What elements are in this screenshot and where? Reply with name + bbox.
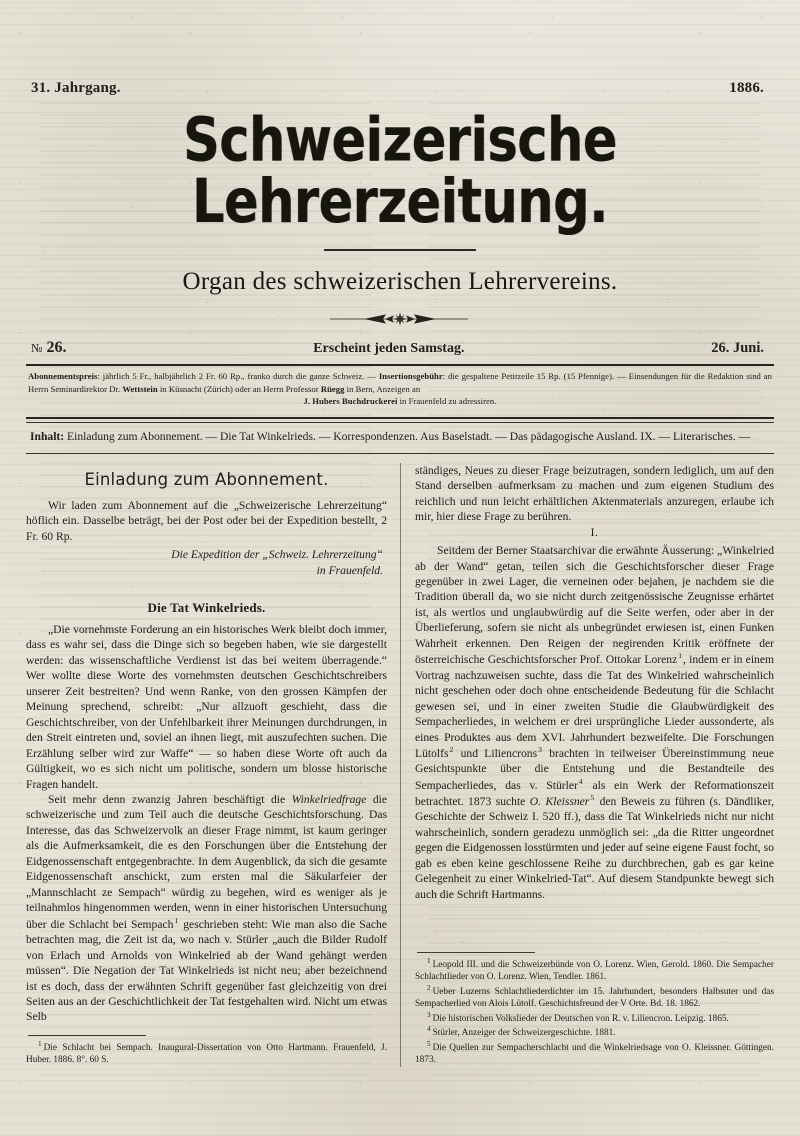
- footnote-text: Stürler, Anzeiger der Schweizergeschichte. 1881.: [432, 1028, 616, 1039]
- contents-bottom-rule: [26, 453, 774, 454]
- para2-part-b: die schweizerische und zum Teil auch die deutsche Geschichtsforschung. Das Interesse, das das Schweizervolk an dieser Frage nimmt, ist kaum geringer als die Aufmerksamkeit, die es den Forschungen über die Entstehung der Eidgenossenschaft entgegenbrachte. In dem Augenblick, da sich die gesamte Eidgenossenschaft anschickt, zum ersten mal die Säkularfeier der „Mannschlacht ze Sempach“ würdig zu begehen, wird es weniger als je teilnahmlos hingenommen werden, wenn in einer historischen Untersuchung über die Schlacht bei Sempach: [26, 793, 387, 931]
- publication-frequency: Erscheint jeden Samstag.: [313, 341, 465, 357]
- masthead-volume-row: [26, 0, 774, 97]
- notice-price-text: : jährlich 5 Fr., halbjährlich 2 Fr. 60 Rp., franko durch die ganze Schweiz. —: [97, 371, 379, 382]
- notice-editor-wettstein: Wettstein: [122, 383, 158, 394]
- article-paragraph-1: „Die vornehmste Forderung an ein historisches Werk bleibt doch immer, dass es wahr sei, dass die Dinge sich so begeben haben, wie sie dargestellt werden: das wissenschaftliche Verdienst ist das bei weitem überragende.“ Wer wollte diese Worte des vornehmsten deutschen Geschichtschreibers unserer Zeit bestreiten? Und wenn Ranke, von den grossen Kämpfen der Meinung sprechend, schreibt: „Nur allzuoft geschieht, dass die Geschichtschreiber, von der Unfehlbarkeit ihrer Meinungen durchdrungen, in den Streit eintreten und, soviel an ihnen liegt, mit auszufechten suchen. Die Erzählung selber wird zur Waffe“ — so haben diese Worte oft auch da Gültigkeit, wo es sich nicht um politische, sondern um blosse historische Fragen handelt.: [26, 622, 387, 791]
- left-section-title: Einladung zum Abonnement.: [84, 469, 329, 489]
- newspaper-subtitle: Organ des schweizerischen Lehrervereins.: [182, 268, 618, 296]
- rpara2-part-d: brachten in teilweiser Übereinstimmung neue Gesichtspunkte über die Entstehung und die Bestandteile des Sempacherliedes, das v. Stürler: [415, 746, 774, 792]
- footnote-marker: 5: [427, 1039, 431, 1048]
- footnote-text: Die Schlacht bei Sempach. Inaugural-Dissertation von Otto Hartmann. Frauenfeld, J. Huber. 1886. 8°. 60 S.: [26, 1043, 387, 1066]
- rpara2-part-a: Seitdem der Berner Staatsarchivar die erwähnte Äusserung: „Winkelried ab der Wand“ getan, teilen sich die Geschichtsforscher dieser Frage gegenüber in zwei Lager, die verneinen oder bejahen, je nachdem sie die Tradition überall da, wo sie nicht durch zeitgenössische Zeugnisse erhärtet ist, als wertlos und unglaubwürdig auf die Seite werfen, oder aber in der Überlieferung, sofern sie nicht als unbegründet erwiesen ist, einen Funken Wahrheit erkennen. Den Reigen der negirenden Kritik eröffnete der österreichische Geschichtsforscher Prof. Ottokar Lorenz: [415, 544, 774, 667]
- footnote-ref-2[interactable]: 2: [449, 744, 454, 754]
- notice-printer-text: in Frauenfeld zu adressiren.: [397, 395, 497, 406]
- right-footnote-box: [415, 942, 774, 1067]
- footnote-item: [415, 1011, 774, 1026]
- signature-line-1: Die Expedition der „Schweiz. Lehrerzeitung“: [171, 548, 383, 562]
- footnote-ref-1[interactable]: 1: [174, 915, 179, 925]
- notice-ad-label: Insertionsgebühr: [378, 371, 443, 382]
- footnote-ref-5[interactable]: 5: [590, 793, 595, 803]
- numero-sign: №: [31, 341, 43, 356]
- footnote-marker: 4: [427, 1025, 431, 1034]
- contents-label: Inhalt:: [30, 430, 65, 444]
- footnote-item: [415, 1040, 774, 1067]
- footnote-ref-4[interactable]: 4: [578, 776, 583, 786]
- subscription-notice: [26, 366, 774, 410]
- subscription-paragraph: Wir laden zum Abonnement auf die „Schweizerische Lehrerzeitung“ höflich ein. Dasselbe beträgt, bei der Post oder bei der Expedition bestellt, 2 Fr. 60 Rp.: [26, 498, 387, 543]
- signature-line-2: in Frauenfeld.: [316, 563, 383, 577]
- footnote-item: [415, 984, 774, 1011]
- footnote-marker: 2: [427, 983, 431, 992]
- left-footnote-list: [26, 1040, 387, 1067]
- left-footnote-rule: [28, 1035, 146, 1036]
- issue-date: 26. Juni.: [711, 340, 764, 357]
- right-footnote-list: [415, 957, 774, 1067]
- notice-price-label: Abonnementspreis: [28, 371, 98, 382]
- footnote-item: [415, 957, 774, 984]
- table-of-contents: [26, 423, 774, 449]
- footnote-text: Leopold III. und die Schweizerbünde von O. Lorenz. Wien, Gerold. 1860. Die Sempacher Schlachtlieder von O. Lorenz. Wien, Tendler. 1861.: [415, 959, 774, 983]
- newspaper-title: Schweizerische Lehrerzeitung.: [183, 106, 617, 238]
- contents-text: Einladung zum Abonnement. — Die Tat Winkelrieds. — Korrespondenzen. Aus Baselstadt. — Das pädagogische Ausland. IX. — Literarisches. —: [64, 430, 751, 444]
- notice-editorial-a: Einsendungen für die Redaktion sind an Herrn Seminardirektor Dr.: [28, 371, 773, 394]
- para2-part-a: Seit mehr denn zwanzig Jahren beschäftigt die: [48, 793, 292, 807]
- double-arrow-rosette-ornament: [330, 310, 470, 328]
- issue-number: [31, 339, 66, 357]
- masthead-issue-row: [26, 339, 774, 357]
- footnote-marker: 1: [38, 1039, 42, 1048]
- rpara2-part-e: als ein Werk der Reformationszeit betrachtet. 1873 suchte: [415, 778, 775, 808]
- right-paragraph-2: [415, 543, 774, 902]
- right-column: [400, 463, 774, 1067]
- footnote-marker: 3: [427, 1010, 431, 1019]
- left-column: [26, 463, 400, 1067]
- notice-editorial-b: in Küsnacht (Zürich) oder an Herrn Professor: [157, 383, 321, 394]
- expedition-signature: [26, 547, 387, 578]
- title-divider-rule: [324, 249, 476, 251]
- rpara2-italic-kleissner: O. Kleissner: [529, 794, 590, 808]
- footnote-marker: 1: [427, 956, 431, 965]
- rpara2-part-b: , indem er in einem Vortrag nachzuweisen suchte, dass die Tat des Winkelried wahrscheinlich nicht geschehen oder doch ohne entscheidende Bedeutung für die Schlacht gewesen sei, und in einer zweiten Studie die Glaubwürdigkeit des Sempacherliedes, in welchem er drei ursprüngliche Lieder aussonderte, als eines Produktes aus dem XVI. Jahrhundert bezweifelte. Die Forschungen Lütolfs: [415, 653, 774, 760]
- volume-label: 31. Jahrgang.: [31, 80, 121, 96]
- article-columns: [26, 463, 774, 1067]
- section-marker-roman: I.: [590, 526, 599, 539]
- right-footnote-rule: [417, 952, 535, 953]
- article-title: Die Tat Winkelrieds.: [147, 599, 266, 615]
- footnote-item: [415, 1025, 774, 1040]
- article-paragraph-2: [26, 792, 387, 1025]
- footnote-text: Die Quellen zur Sempacherschlacht und die Winkelriedsage von O. Kleissner. Göttingen. 1873.: [415, 1043, 774, 1066]
- notice-bottom-rule: [26, 417, 774, 419]
- notice-printer-line: [28, 395, 772, 407]
- issue-number-value: 26.: [46, 339, 67, 357]
- left-footnote-box: [26, 1025, 387, 1067]
- rpara2-part-f: den Beweis zu führen (s. Dändliker, Geschichte der Schweiz I. 520 ff.), dass die Tat Winkelrieds nicht nur nicht wahrscheinlich, sondern geradezu unmöglich sei: „da die Ritter ungeordnet gegen die Eidgenossen losstürmten und jeder auf seine eigene Faust focht, so gab es eben keine geschlossene Reihe zu durchbrechen, gab es gar keine Gelegenheit zu einer Winkelried-Tat“. Auf diesem Standpunkte bewegt sich auch die Schrift Hartmanns.: [415, 794, 774, 901]
- rpara2-part-c: und Liliencrons: [454, 746, 538, 760]
- notice-printer-name: J. Hubers Buchdruckerei: [303, 395, 398, 406]
- para2-italic-winkelriedfrage: Winkelriedfrage: [291, 793, 367, 807]
- footnote-item: [26, 1040, 387, 1067]
- notice-editor-ruegg: Rüegg: [320, 383, 345, 394]
- notice-ad-text: : die gespaltene Petitzeile 15 Rp. (15 Pfennige). —: [442, 371, 626, 382]
- right-paragraph-1: ständiges, Neues zu dieser Frage beizutragen, sondern lediglich, um auf den Stand derselben aufmerksam zu machen und zum eigenen Studium des reichlich und nun leicht erhältlichen Aktenmaterials anzuregen, erlaube ich mir, hier diese Frage zu berühren.: [415, 463, 774, 524]
- footnote-ref-1[interactable]: 1: [678, 651, 683, 661]
- notice-editorial-c: in Bern, Anzeigen an: [344, 383, 421, 394]
- footnote-text: Die historischen Volkslieder der Deutschen von R. v. Liliencron. Leipzig. 1865.: [432, 1013, 729, 1024]
- footnote-ref-3[interactable]: 3: [538, 744, 542, 754]
- para2-part-c: geschrieben steht: Wie man also die Sache betrachten mag, die Zeit ist da, wo nach v. Stürler „auch die Bilder Rudolf von Erlach und Arnolds von Winkelried ab der Wand gehängt werden müssen“. Die Negation der Tat Winkelrieds ist nicht neu; aber bezeichnend ist es doch, dass der erwähnten Schrift gegenüber fast gleichzeitig von drei Seiten aus an der Geschichtlichkeit der Tat festgehalten wird. Nicht um etwas Selb: [26, 917, 387, 1024]
- footnote-text: Ueber Luzerns Schlachtliederdichter im 15. Jahrhundert, besonders Halbsuter und das Sempacherlied von Alois Lütolf. Geschichtsfreund der V Orte. Bd. 18. 1862.: [415, 986, 774, 1010]
- year-label: 1886.: [729, 80, 764, 96]
